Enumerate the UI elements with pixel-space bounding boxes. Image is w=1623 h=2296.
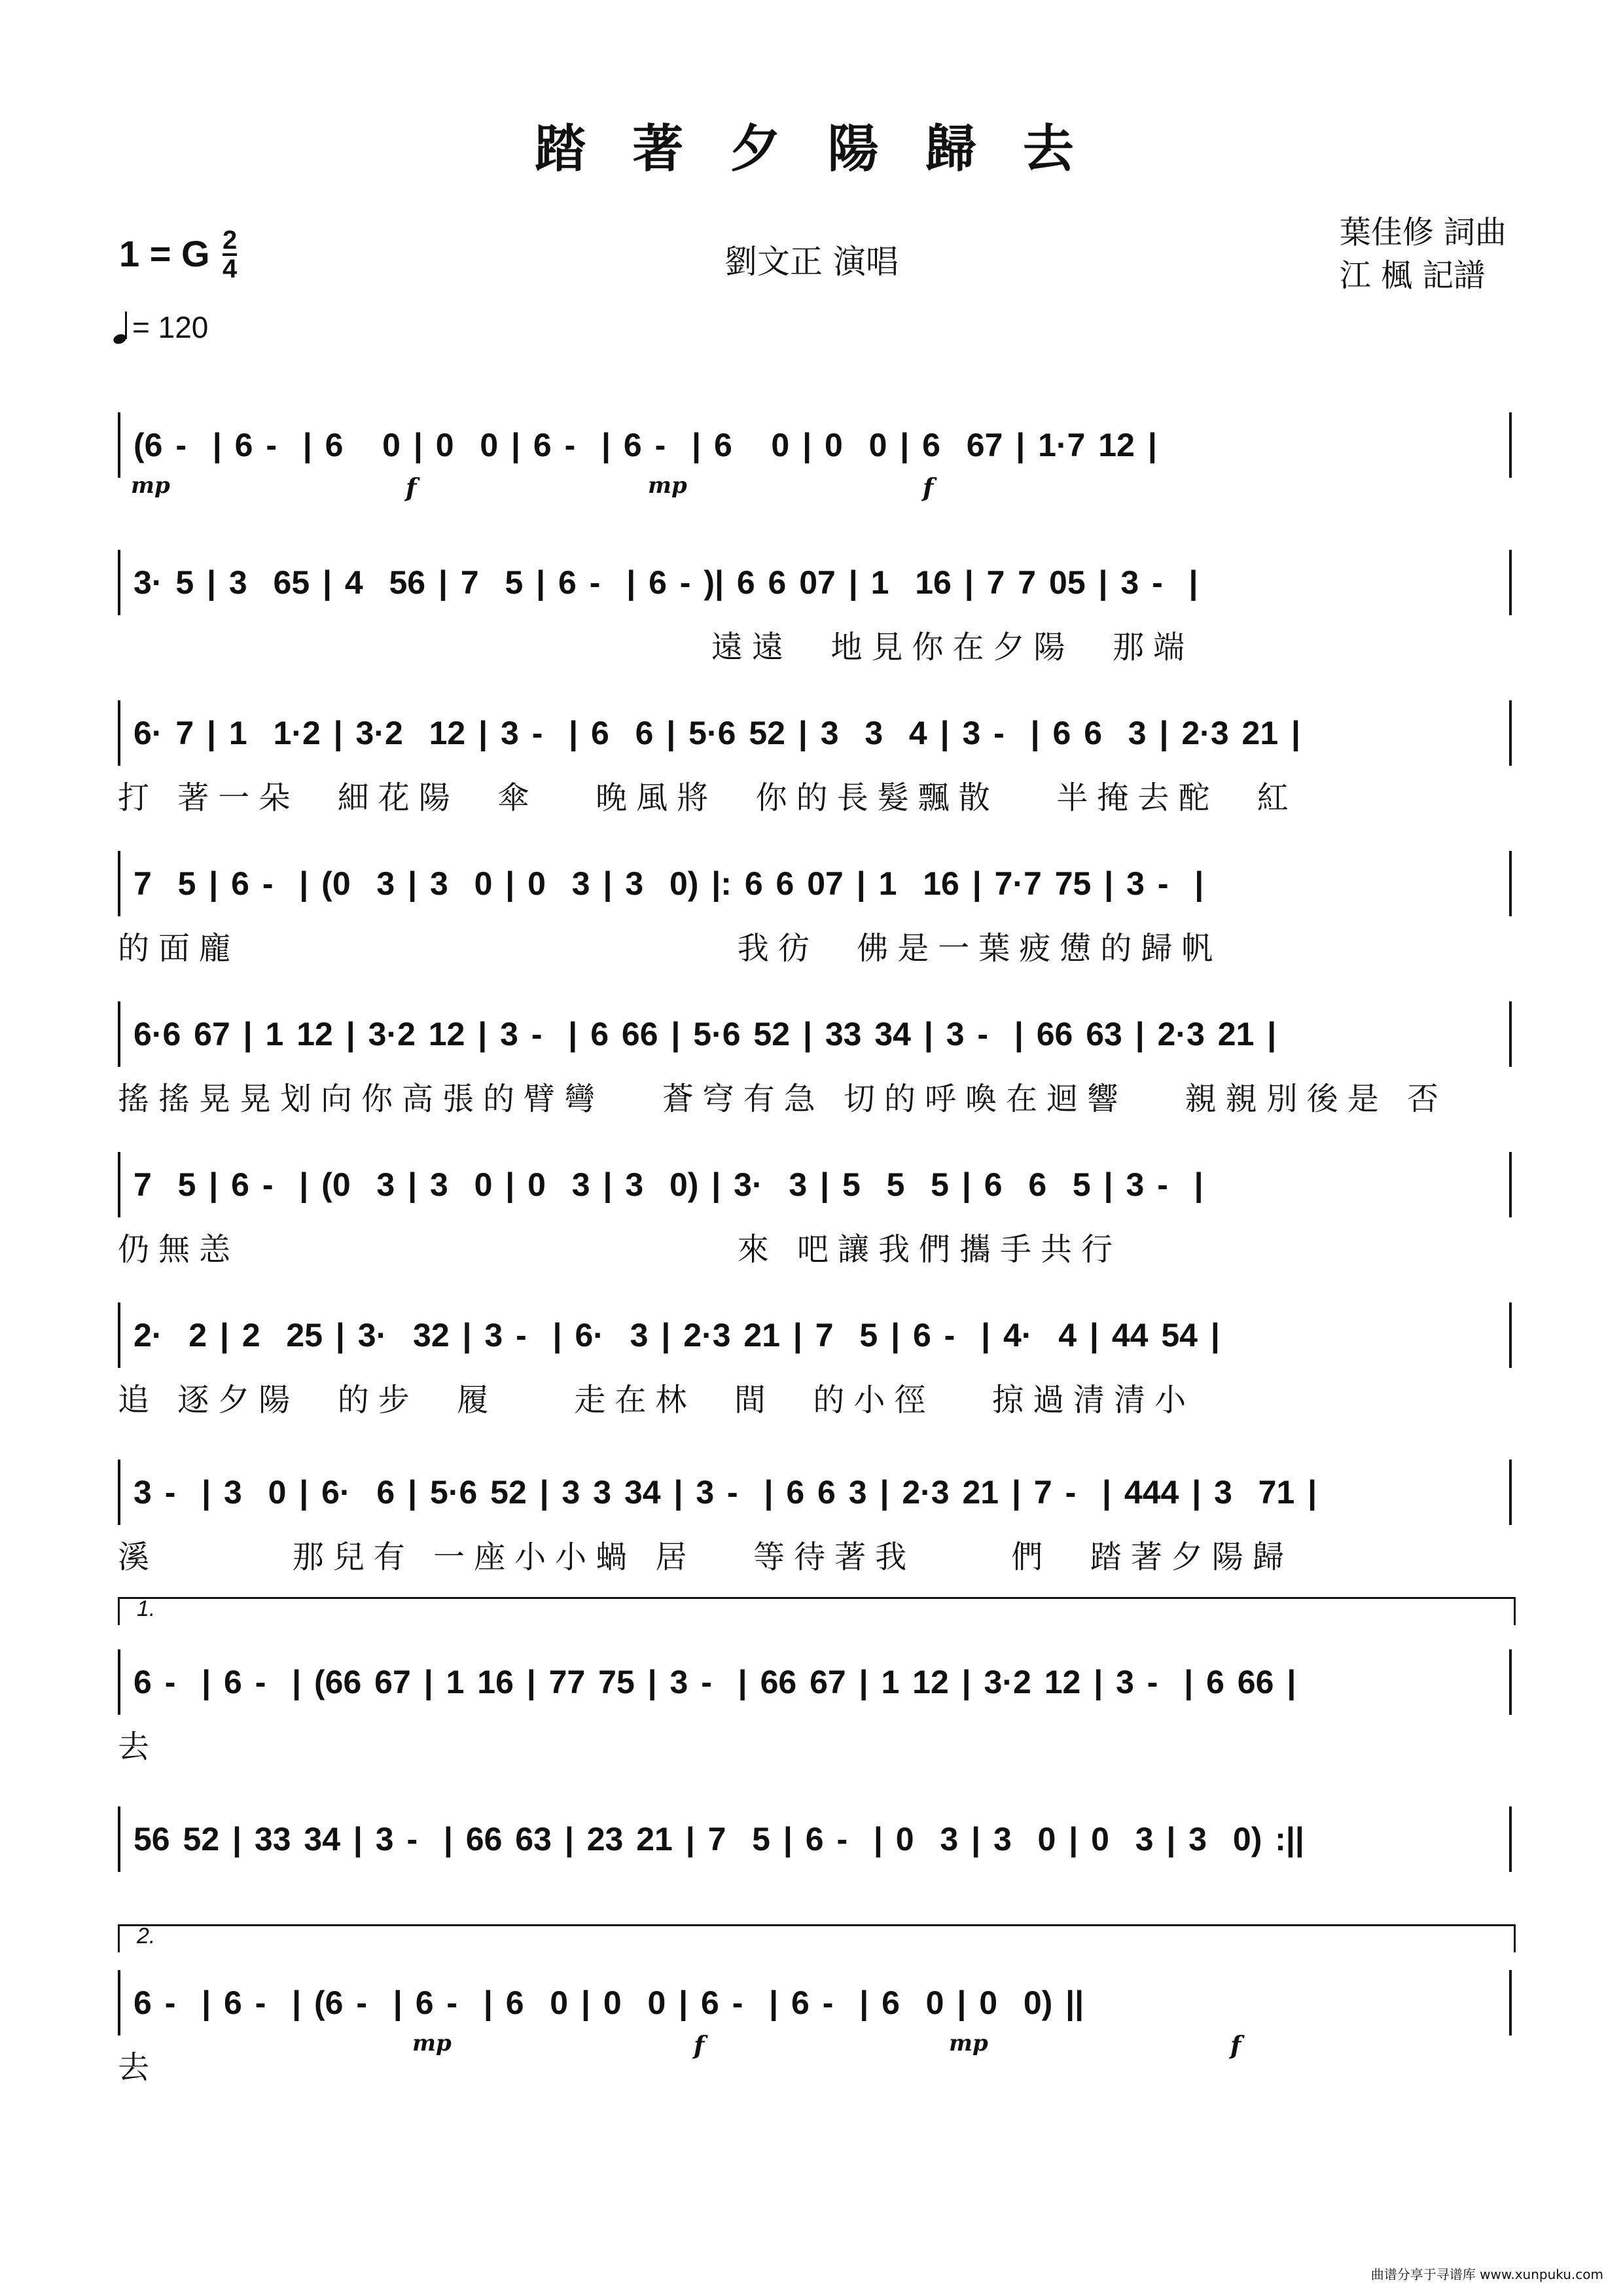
song-title: 踏 著 夕 陽 歸 去 bbox=[535, 119, 1088, 179]
notes-line: 6·6 67 | 1 12 | 3·2 12 | 3 - | 6 66 | 5·6 52 | 33 34 | 3 - | 66 63 | 2·3 21 | bbox=[118, 1001, 1512, 1067]
singer-credit: 劉文正 演唱 bbox=[724, 243, 899, 281]
lyrics-line: 的面龐 我彷 佛是一葉疲憊的歸帆 bbox=[118, 930, 1222, 967]
dynamic-f: f bbox=[923, 473, 934, 502]
volta-second-ending bbox=[118, 1924, 1516, 1952]
lyrics-line: 打 著一朵 細花陽 傘 晚風將 你的長髮飄散 半掩去酡 紅 bbox=[118, 780, 1298, 816]
lyrics-line: 仍無恙 來 吧讓我們攜手共行 bbox=[118, 1231, 1122, 1268]
quarter-note-icon bbox=[113, 309, 132, 346]
volta-label: 2. bbox=[137, 1924, 156, 1948]
lyrics-line: 去 bbox=[118, 1729, 159, 1765]
tempo-value: = 120 bbox=[132, 310, 209, 344]
author-credits bbox=[1340, 211, 1507, 297]
time-signature-top: 2 bbox=[223, 226, 238, 255]
notes-line: 56 52 | 33 34 | 3 - | 66 63 | 23 21 | 7 5 | 6 - | 0 3 | 3 0 | 0 3 | 3 0) :|| bbox=[118, 1806, 1512, 1872]
dynamic-f: f bbox=[406, 473, 417, 502]
dynamic-f: f bbox=[1230, 2030, 1241, 2060]
dynamic-mp: mp bbox=[131, 473, 170, 499]
notes-line: 7 5 | 6 - | (0 3 | 3 0 | 0 3 | 3 0) | 3· 3 | 5 5 5 | 6 6 5 | 3 - | bbox=[118, 1152, 1512, 1217]
tempo-marking bbox=[113, 309, 208, 346]
notes-line: (6 - | 6 - | 6 0 | 0 0 | 6 - | 6 - | 6 0 | 0 0 | 6 67 | 1·7 12 | bbox=[118, 412, 1512, 478]
notes-line: 3 - | 3 0 | 6· 6 | 5·6 52 | 3 3 34 | 3 - | 6 6 3 | 2·3 21 | 7 - | 444 | 3 71 | bbox=[118, 1460, 1512, 1525]
notes-line: 2· 2 | 2 25 | 3· 32 | 3 - | 6· 3 | 2·3 21 | 7 5 | 6 - | 4· 4 | 44 54 | bbox=[118, 1302, 1512, 1368]
notes-line: 6 - | 6 - | (6 - | 6 - | 6 0 | 0 0 | 6 - | 6 - | 6 0 | 0 0) || bbox=[118, 1970, 1512, 2036]
key-signature: 1 = G bbox=[119, 233, 210, 274]
lyrics-line: 搖搖晃晃划向你高張的臂彎 蒼穹有急 切的呼喚在迴響 親親別後是 否 bbox=[118, 1081, 1448, 1117]
transcriber-credit: 江 楓 記譜 bbox=[1339, 257, 1486, 294]
notes-line: 6· 7 | 1 1·2 | 3·2 12 | 3 - | 6 6 | 5·6 52 | 3 3 4 | 3 - | 6 6 3 | 2·3 21 | bbox=[118, 700, 1512, 766]
dynamic-mp: mp bbox=[648, 473, 687, 499]
notes-line: 7 5 | 6 - | (0 3 | 3 0 | 0 3 | 3 0) |: 6 6 07 | 1 16 | 7·7 75 | 3 - | bbox=[118, 851, 1512, 916]
volta-label: 1. bbox=[137, 1596, 156, 1621]
volta-first-ending bbox=[118, 1597, 1516, 1625]
composer-credit: 葉佳修 詞曲 bbox=[1339, 214, 1507, 251]
notes-line: 6 - | 6 - | (66 67 | 1 16 | 77 75 | 3 - | 66 67 | 1 12 | 3·2 12 | 3 - | 6 66 | bbox=[118, 1649, 1512, 1715]
watermark-footer: 曲谱分享于寻谱库 www.xunpuku.com bbox=[1370, 2267, 1603, 2282]
lyrics-line: 溪 那兒有 一座小小蝸 居 等待著我 們 踏著夕陽歸 bbox=[118, 1539, 1293, 1575]
dynamic-mp: mp bbox=[949, 2030, 988, 2056]
time-signature-bottom: 4 bbox=[223, 255, 238, 283]
lyrics-line: 遠遠 地見你在夕陽 那端 bbox=[118, 629, 1194, 666]
dynamic-f: f bbox=[694, 2030, 705, 2060]
dynamic-mp: mp bbox=[412, 2030, 452, 2056]
lyrics-line: 去 bbox=[118, 2049, 159, 2086]
lyrics-line: 追 逐夕陽 的步 履 走在林 間 的小徑 掠過清清小 bbox=[118, 1382, 1196, 1418]
notes-line: 3· 5 | 3 65 | 4 56 | 7 5 | 6 - | 6 - )| 6 6 07 | 1 16 | 7 7 05 | 3 - | bbox=[118, 550, 1512, 615]
